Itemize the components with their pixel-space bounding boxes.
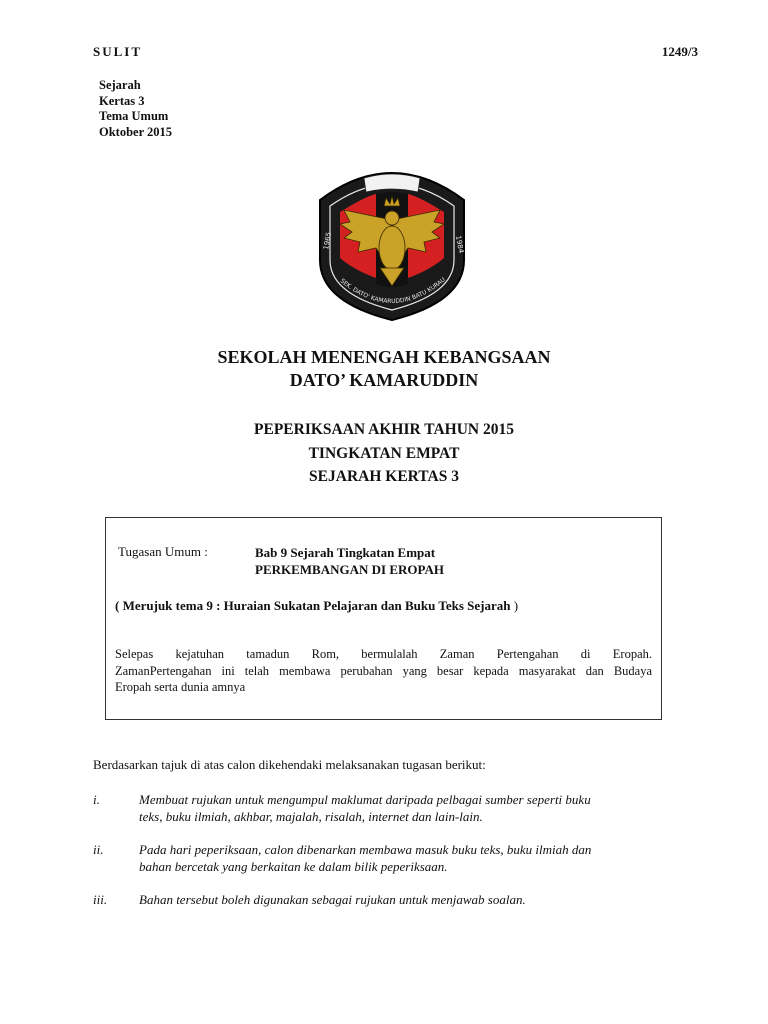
school-name-line2: DATO’ KAMARUDDIN: [289, 370, 479, 390]
item-number: ii.: [93, 842, 104, 857]
meta-subject: Sejarah: [99, 78, 141, 92]
item-text-line: teks, buku ilmiah, akhbar, majalah, risalah, internet dan lain-lain.: [139, 809, 483, 824]
item-text: [139, 841, 687, 875]
ref-open: ( Merujuk: [115, 598, 176, 613]
item-text-line: Bahan tersebut boleh digunakan sebagai rujukan untuk menjawab soalan.: [139, 892, 526, 907]
task-title: [255, 544, 444, 578]
task-label: Tugasan Umum :: [118, 544, 208, 559]
item-text: [139, 891, 687, 908]
item-number: i.: [93, 792, 100, 807]
item-number: iii.: [93, 892, 108, 907]
exam-title-line1: PEPERIKSAAN AKHIR TAHUN 2015: [254, 421, 514, 438]
meta-date: Oktober 2015: [99, 124, 173, 139]
para-line2: ZamanPertengahan ini telah membawa perubahan yang besar kepada masyarakat dan Budaya: [115, 663, 652, 678]
ref-close: ): [510, 598, 519, 613]
meta-theme: Tema Umum: [99, 109, 169, 123]
ref-bold: tema 9 : Huraian Sukatan Pelajaran dan Buku Teks Sejarah: [175, 598, 511, 613]
classification-label: SULIT: [93, 44, 143, 59]
para-line1: Selepas kejatuhan tamadun Rom, bermulalah Zaman Pertengahan di Eropah.: [115, 647, 652, 661]
school-name-line1: SEKOLAH MENENGAH KEBANGSAAN: [217, 347, 551, 367]
task-box: [105, 517, 662, 720]
school-name: [0, 346, 768, 392]
paper-code: 1249/3: [661, 44, 698, 59]
item-text-line: Membuat rujukan untuk mengumpul maklumat daripada pelbagai sumber seperti buku: [139, 792, 591, 807]
crest-year-right: 1984: [454, 234, 466, 254]
task-title-line2: PERKEMBANGAN DI EROPAH: [255, 562, 444, 577]
task-reference: [115, 598, 518, 614]
crest-year-left: 1965: [322, 231, 334, 251]
school-crest-logo: [314, 160, 470, 322]
item-text: [139, 791, 687, 825]
task-paragraph: [115, 646, 652, 696]
paper-meta: [99, 78, 172, 140]
item-text-line: bahan bercetak yang berkaitan ke dalam bilik peperiksaan.: [139, 859, 448, 874]
exam-title-line2: TINGKATAN EMPAT: [308, 444, 460, 462]
para-line3: Eropah serta dunia amnya: [115, 680, 246, 694]
exam-title: [0, 418, 768, 489]
item-text-line: Pada hari peperiksaan, calon dibenarkan membawa masuk buku teks, buku ilmiah dan: [139, 842, 592, 857]
meta-paper: Kertas 3: [99, 93, 145, 108]
crest-ring-text: SEK. DATO' KAMARUDDIN BATU KURAU: [338, 276, 447, 306]
instructions-intro: Berdasarkan tajuk di atas calon dikehendaki melaksanakan tugasan berikut:: [93, 757, 486, 772]
exam-title-line3: SEJARAH KERTAS 3: [309, 468, 459, 485]
task-title-line1: Bab 9 Sejarah Tingkatan Empat: [255, 545, 436, 560]
